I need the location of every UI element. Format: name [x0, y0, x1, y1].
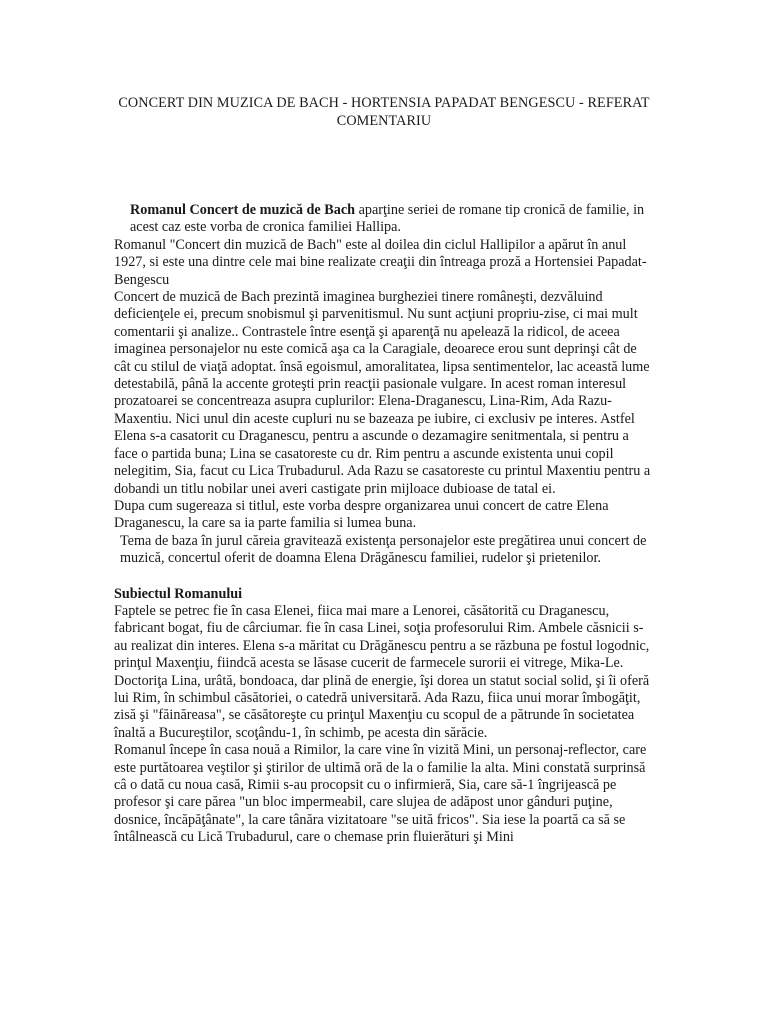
document-body [114, 202, 654, 847]
paragraph: Dupa cum sugereaza si titlul, este vorba despre organizarea unui concert de catre Elena Draganescu, la care sa ia parte familia si lumea buna. [114, 497, 609, 532]
theme-paragraph: Tema de baza în jurul căreia gravitează existenţa personajelor este pregătirea unui concert de muzică, concertul oferit de doamna Elena Drăgănescu familiei, rudelor şi prietenilor. [120, 532, 647, 567]
paragraph: Concert de muzică de Bach prezintă imaginea burgheziei tinere româneşti, dezvăluind deficienţele ei, precum snobismul şi parvenitismul. Nu sunt acţiuni propriu-zise, ci mai mult comentarii şi analize.. Contrastele între esenţă şi aparenţă nu apelează la ridicol, de aceea imaginea personajelor nu este comică aşa ca la Caragiale, deoarece erou sunt deprinşi cât de cât cu stilul de viaţă adoptat. însă egoismul, amoralitatea, lipsa sentimentelor, lac această lume detestabilă, până la accente groteşti prin reacţii pasionale vulgare. In acest roman interesul prozatoarei se concentreaza asupra cuplurilor: Elena-Draganescu, Lina-Rim, Ada Razu-Maxentiu. Nici unul din aceste cupluri nu se bazeaza pe iubire, ci exclusiv pe interes. Astfel Elena s-a casatorit cu Draganescu, pentru a ascunde o dezamagire senitmentala, si pentru a face o partida buna; Lina se casatoreste cu dr. Rim pentru a ascunde existenta unui copil nelegitim, Sia, facut cu Lica Trubadurul. Ada Razu se casatoreste cu printul Maxentiu pentru a dobandi un titlu nobilar unei averi castigate prin mijloace dubioase de tatal ei. [114, 289, 651, 497]
intro-bold-lead: Romanul Concert de muzică de Bach [130, 202, 356, 218]
document-title: CONCERT DIN MUZICA DE BACH - HORTENSIA PAPADAT BENGESCU - REFERAT COMENTARIU [118, 95, 650, 129]
section-heading: Subiectul Romanului [114, 585, 243, 602]
intro-lead-rest: aparţine seriei de romane tip cronică de familie, in acest caz este vorba de cronica familiei Hallipa. [130, 202, 645, 236]
document-page [114, 84, 654, 847]
paragraph: Romanul "Concert din muzică de Bach" este al doilea din ciclul Hallipilor a apărut în anul 1927, si este una dintre cele mai bine realizate creaţii din întreaga proză a Hortensiei Papadat-Bengescu [114, 236, 647, 288]
intro-paragraph [114, 202, 654, 237]
section-paragraph: Faptele se petrec fie în casa Elenei, fiica mai mare a Lenorei, căsătorită cu Draganescu, fabricant bogat, fiu de cârciumar. fie în casa Linei, soţia profesorului Rim. Ambele căsnicii s-au realizat din interes. Elena s-a măritat cu Drăgănescu pentru a se răzbuna pe fostul logodnic, prinţul Maxenţiu, fiindcă acesta se lăsase cucerit de farmecele surorii ei vitrege, Mika-Le. Doctoriţa Lina, urâtă, bondoaca, dar plină de energie, îşi dorea un statut social solid, şi îi oferă lui Rim, în schimbul căsătoriei, o catedră universitară. Ada Razu, fiica unui morar îmbogăţit, zisă şi "făinăreasa", se căsătoreşte cu prinţul Maxenţiu cu scopul de a pătrunde în societatea înaltă a Bucureştilor, scoţându-1, în schimb, pe acesta din sărăcie. [114, 602, 650, 741]
section-paragraph: Romanul începe în casa nouă a Rimilor, la care vine în vizită Mini, un personaj-reflector, care este purtătoarea veştilor şi ştirilor de ultimă oră de la o familie la alta. Mini constată surprinsă câ o dată cu noua casă, Rimii s-au procopsit cu o infirmieră, Sia, care să-1 îngrijească pe profesor şi care părea "un bloc impermeabil, care slujea de adăpost unor gânduri puţine, dosnice, încăpăţânate", la care tânăra vizitatoare "se uită fricos". Sia iese la poartă ca să se întâlnească cu Lică Trubadurul, care o chemase prin fluierături şi Mini [114, 742, 647, 846]
